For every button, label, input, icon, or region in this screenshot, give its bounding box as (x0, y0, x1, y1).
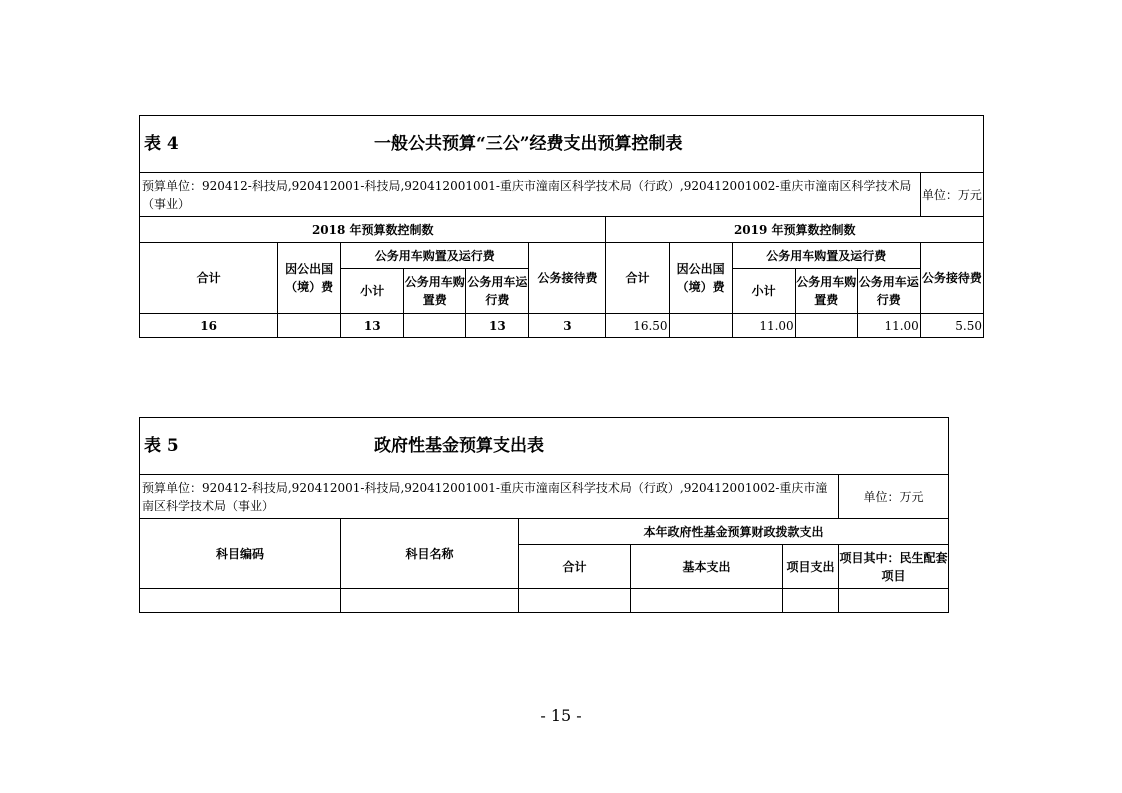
cell-2019-operation: 11.00 (857, 314, 920, 338)
table-5 (139, 417, 949, 613)
table-row (140, 589, 949, 613)
col-total: 合计 (606, 243, 669, 314)
table-title: 一般公共预算“三公”经费支出预算控制表 (374, 134, 683, 154)
cell-2019-subtotal: 11.00 (732, 314, 795, 338)
col-vehicle: 公务用车购置及运行费 (341, 243, 529, 269)
table-4-title-row (140, 116, 984, 173)
cell-2018-purchase (404, 314, 466, 338)
col-abroad: 因公出国（境）费 (669, 243, 732, 314)
cell-2018-abroad (278, 314, 341, 338)
col-group: 本年政府性基金预算财政拨款支出 (519, 519, 949, 545)
col-reception: 公务接待费 (529, 243, 606, 314)
col-name: 科目名称 (341, 519, 519, 589)
col-purchase: 公务用车购置费 (404, 269, 466, 314)
cell-empty (631, 589, 783, 613)
col-livelihood: 项目其中：民生配套项目 (839, 545, 949, 589)
budget-unit: 预算单位：920412-科技局,920412001-科技局,920412001001-重庆市潼南区科学技术局（行政）,920412001002-重庆市潼南区科学技术局（事业） (140, 475, 839, 519)
cell-empty (341, 589, 519, 613)
col-total: 合计 (140, 243, 278, 314)
table-label: 表 4 (144, 134, 179, 154)
page-number: - 15 - (540, 706, 582, 725)
table-4 (139, 115, 984, 338)
cell-2019-reception: 5.50 (920, 314, 983, 338)
year-2019-header: 2019 年预算数控制数 (606, 217, 984, 243)
col-total: 合计 (519, 545, 631, 589)
col-operation: 公务用车运行费 (466, 269, 529, 314)
cell-empty (519, 589, 631, 613)
cell-empty (839, 589, 949, 613)
col-code: 科目编码 (140, 519, 341, 589)
table-title: 政府性基金预算支出表 (374, 436, 544, 456)
table-row (140, 314, 984, 338)
unit-label: 单位：万元 (920, 173, 983, 217)
col-basic: 基本支出 (631, 545, 783, 589)
year-2018-header: 2018 年预算数控制数 (140, 217, 606, 243)
table-label: 表 5 (144, 436, 179, 456)
col-operation: 公务用车运行费 (857, 269, 920, 314)
col-vehicle: 公务用车购置及运行费 (732, 243, 920, 269)
cell-2018-subtotal: 13 (341, 314, 404, 338)
col-subtotal: 小计 (341, 269, 404, 314)
col-reception: 公务接待费 (920, 243, 983, 314)
col-purchase: 公务用车购置费 (795, 269, 857, 314)
budget-unit: 预算单位：920412-科技局,920412001-科技局,920412001001-重庆市潼南区科学技术局（行政）,920412001002-重庆市潼南区科学技术局（事业） (140, 173, 921, 217)
cell-empty (140, 589, 341, 613)
col-abroad: 因公出国（境）费 (278, 243, 341, 314)
cell-2019-purchase (795, 314, 857, 338)
cell-2018-total: 16 (140, 314, 278, 338)
cell-empty (783, 589, 839, 613)
col-project: 项目支出 (783, 545, 839, 589)
cell-2019-abroad (669, 314, 732, 338)
cell-2019-total: 16.50 (606, 314, 669, 338)
cell-2018-operation: 13 (466, 314, 529, 338)
table-5-title-row (140, 418, 949, 475)
col-subtotal: 小计 (732, 269, 795, 314)
unit-label: 单位：万元 (839, 475, 949, 519)
cell-2018-reception: 3 (529, 314, 606, 338)
